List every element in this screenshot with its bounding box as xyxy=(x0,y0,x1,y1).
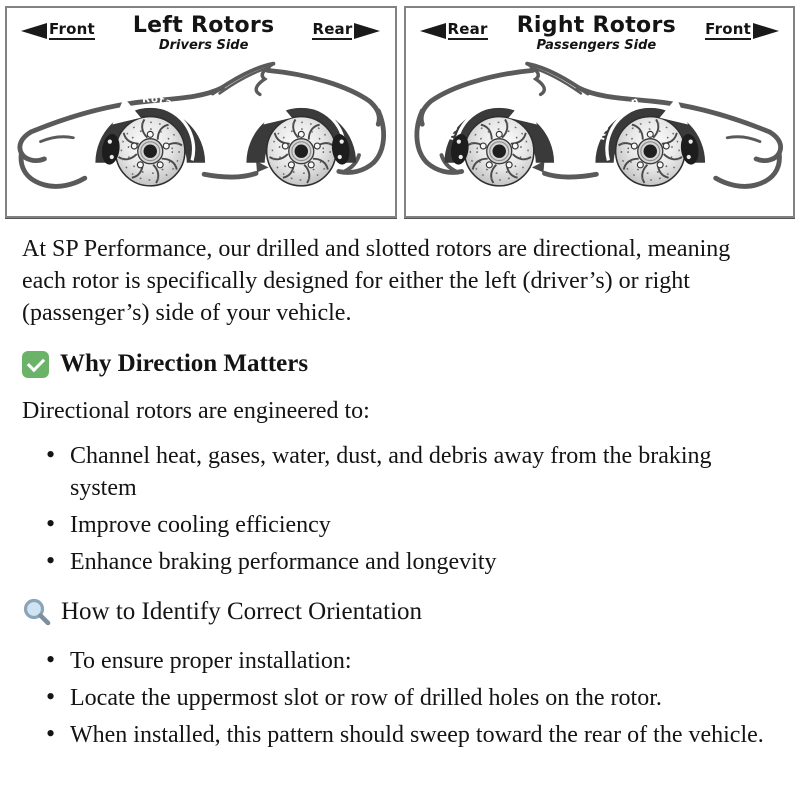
intro-paragraph: At SP Performance, our drilled and slotted rotors are directional, meaning each rotor is specifically designed for either the left (driver’s) or right (passenger’s) side of your vehicle. xyxy=(22,236,731,326)
engineered-to-lead: Directional rotors are engineered to: xyxy=(22,398,370,424)
magnifying-glass-icon xyxy=(22,597,52,627)
panel-title: Right Rotors xyxy=(516,13,676,38)
front-label: Front xyxy=(705,20,751,38)
panel-subtitle: Passengers Side xyxy=(536,38,657,54)
list-item: • Enhance braking performance and longevity xyxy=(46,546,778,578)
front-direction-indicator xyxy=(705,22,779,40)
arrow-right-icon xyxy=(753,23,779,39)
orientation-steps-list xyxy=(22,645,778,751)
panel-title: Left Rotors xyxy=(132,13,275,38)
why-direction-matters-heading xyxy=(22,350,778,378)
heading-text: How to Identify Correct Orientation xyxy=(61,598,423,625)
heading-text: Why Direction Matters xyxy=(60,350,309,377)
left-panel-titles xyxy=(133,14,275,53)
rotation-label: Rotation xyxy=(444,95,490,142)
arrow-right-icon xyxy=(354,23,380,39)
list-item: • Locate the uppermost slot or row of drilled holes on the rotor. xyxy=(46,682,778,714)
right-car-illustration xyxy=(406,55,794,207)
right-rotors-panel xyxy=(404,6,796,218)
rear-label: Rear xyxy=(447,20,488,38)
arrow-left-icon xyxy=(420,23,446,39)
left-car-illustration xyxy=(7,55,395,207)
rear-direction-indicator xyxy=(312,22,380,40)
how-to-identify-heading xyxy=(22,597,778,627)
right-panel-header xyxy=(406,8,794,53)
left-panel-header xyxy=(7,8,395,53)
rotor-direction-diagram xyxy=(5,6,795,218)
list-item: • When installed, this pattern should sweep toward the rear of the vehicle. xyxy=(46,719,778,751)
rear-direction-indicator xyxy=(420,22,488,40)
right-panel-titles xyxy=(517,14,676,53)
rear-label: Rear xyxy=(312,20,353,38)
check-mark-icon xyxy=(22,351,49,378)
list-item: • Improve cooling efficiency xyxy=(46,509,778,541)
list-item: • To ensure proper installation: xyxy=(46,645,778,677)
arrow-left-icon xyxy=(21,23,47,39)
benefits-list xyxy=(22,440,778,578)
rotation-label: Rotation xyxy=(141,94,197,126)
article-body xyxy=(0,233,800,751)
front-direction-indicator xyxy=(21,22,95,40)
rotation-label: Rotation xyxy=(595,95,641,142)
rotation-label: Rotation xyxy=(292,94,348,126)
left-rotors-panel xyxy=(5,6,397,218)
list-item: • Channel heat, gases, water, dust, and debris away from the braking system xyxy=(46,440,778,504)
panel-subtitle: Drivers Side xyxy=(158,38,249,54)
front-label: Front xyxy=(49,20,95,38)
